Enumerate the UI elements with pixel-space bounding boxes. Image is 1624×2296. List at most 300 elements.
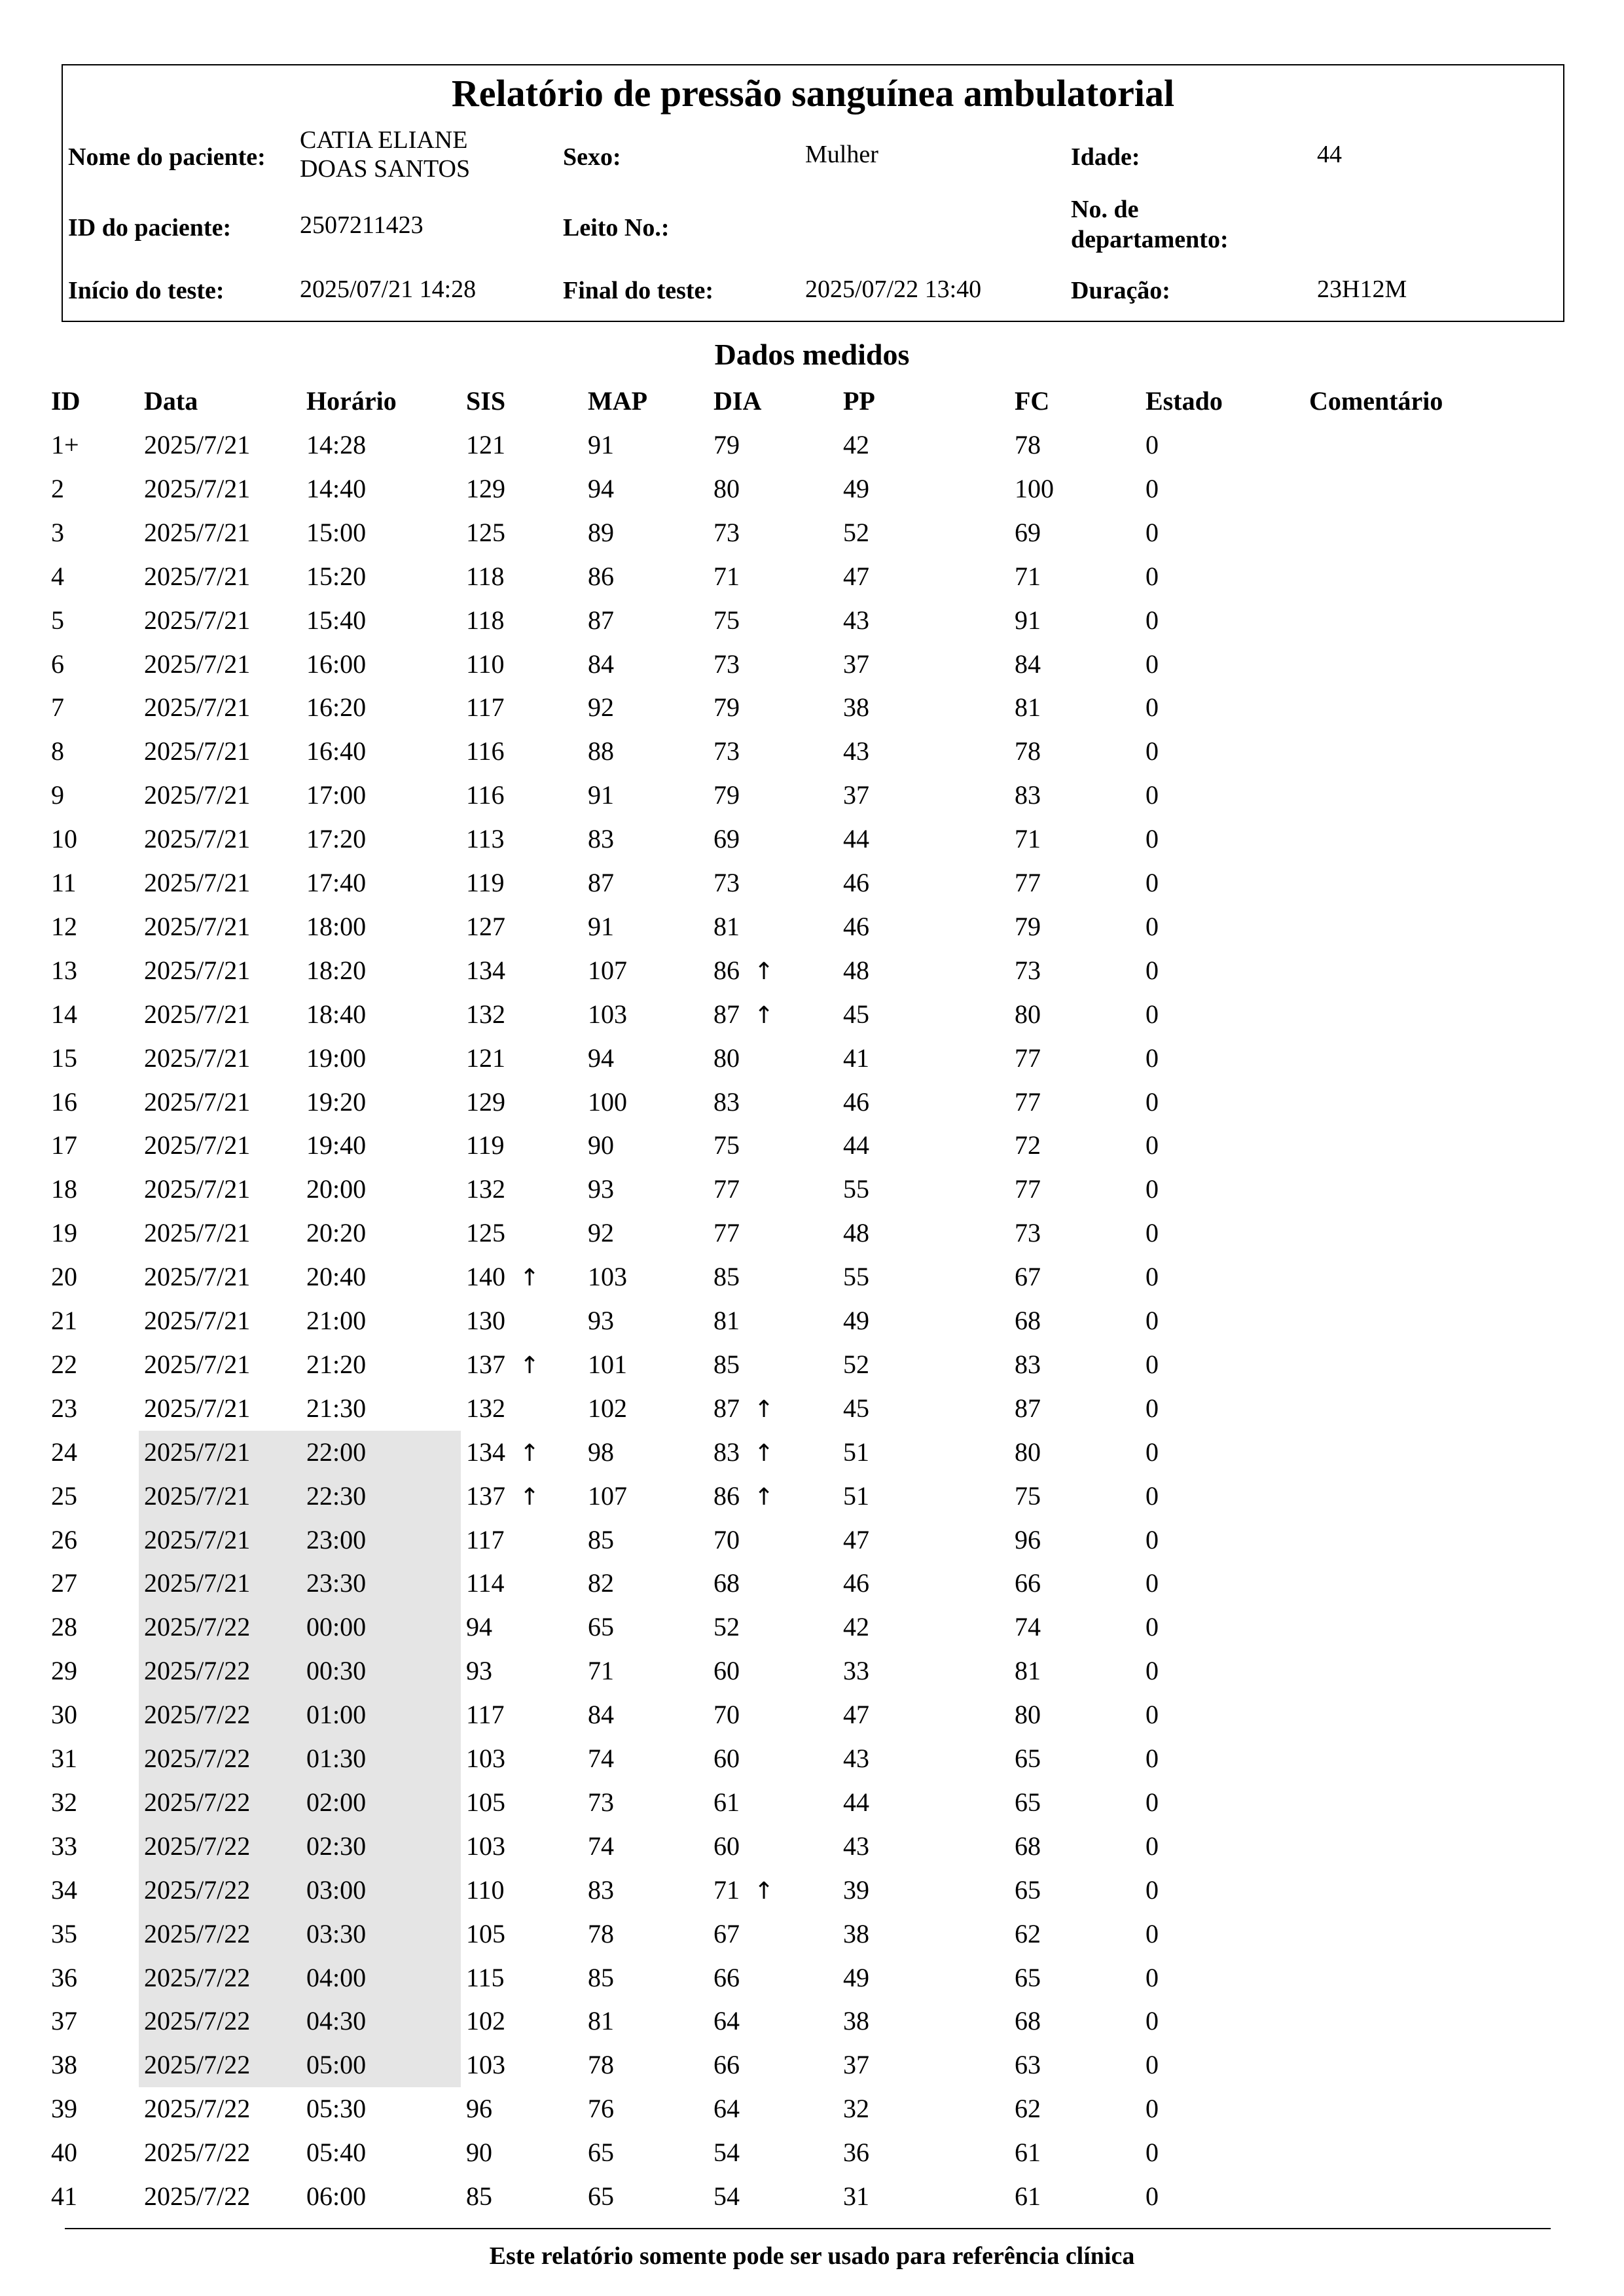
cell-map xyxy=(588,1393,627,1424)
cell-time-value: 20:00 xyxy=(306,1174,367,1204)
cell-hr xyxy=(1015,912,1041,942)
cell-pp xyxy=(843,1481,869,1511)
cell-pp-value: 32 xyxy=(843,2094,869,2124)
cell-sys-value: 125 xyxy=(466,1218,505,1248)
table-row xyxy=(0,1518,1624,1562)
cell-pp-value: 39 xyxy=(843,1874,869,1905)
cell-id-value: 37 xyxy=(51,2006,77,2036)
cell-time-value: 20:40 xyxy=(306,1262,367,1292)
cell-date-value: 2025/7/22 xyxy=(144,2181,251,2211)
cell-id-value: 38 xyxy=(51,2050,77,2080)
department-label-line2: departamento: xyxy=(1071,226,1229,253)
cell-dia-value: 80 xyxy=(713,473,740,503)
cell-date xyxy=(144,999,250,1030)
cell-time xyxy=(306,1218,366,1248)
cell-sys xyxy=(466,1525,505,1555)
cell-dia xyxy=(713,1393,774,1425)
cell-status-value: 0 xyxy=(1146,1349,1159,1379)
cell-hr xyxy=(1015,2094,1041,2124)
cell-sys-value: 132 xyxy=(466,999,505,1029)
cell-hr xyxy=(1015,736,1041,766)
cell-map-value: 92 xyxy=(588,1218,614,1248)
cell-id-value: 12 xyxy=(51,911,77,941)
cell-time xyxy=(306,1831,366,1861)
cell-date xyxy=(144,912,250,942)
cell-pp-value: 46 xyxy=(843,1086,869,1117)
cell-hr-value: 87 xyxy=(1015,1393,1041,1423)
cell-status xyxy=(1146,1612,1159,1642)
cell-time-value: 03:00 xyxy=(306,1874,367,1905)
cell-dia xyxy=(713,1963,740,1993)
cell-time-value: 18:40 xyxy=(306,999,367,1029)
cell-id xyxy=(51,1174,77,1204)
cell-sys xyxy=(466,1875,505,1905)
cell-time xyxy=(306,562,366,592)
cell-time xyxy=(306,1963,366,1993)
cell-hr-value: 61 xyxy=(1015,2138,1041,2168)
cell-time xyxy=(306,736,366,766)
cell-dia-value: 54 xyxy=(713,2181,740,2211)
cell-id xyxy=(51,649,64,679)
cell-date xyxy=(144,1306,250,1336)
cell-id xyxy=(51,474,64,504)
duration-label: Duração: xyxy=(1071,277,1170,304)
cell-map xyxy=(588,1218,614,1248)
cell-status-value: 0 xyxy=(1146,1086,1159,1117)
cell-pp-value: 38 xyxy=(843,1918,869,1948)
cell-date xyxy=(144,1875,250,1905)
sex-value: Mulher xyxy=(805,141,878,168)
cell-time xyxy=(306,2138,366,2168)
cell-sys xyxy=(466,1130,505,1160)
cell-map xyxy=(588,1481,627,1511)
cell-status-value: 0 xyxy=(1146,561,1159,591)
cell-dia xyxy=(713,2006,740,2036)
cell-date xyxy=(144,1963,250,1993)
cell-dia-value: 73 xyxy=(713,649,740,679)
cell-map xyxy=(588,1568,614,1598)
cell-hr-value: 78 xyxy=(1015,736,1041,766)
cell-status-value: 0 xyxy=(1146,780,1159,810)
cell-date xyxy=(144,956,250,986)
cell-date-value: 2025/7/22 xyxy=(144,1744,251,1773)
cell-hr xyxy=(1015,956,1041,986)
cell-sys xyxy=(466,2138,492,2168)
cell-dia xyxy=(713,736,740,766)
cell-sys xyxy=(466,2050,505,2080)
cell-time-value: 23:30 xyxy=(306,1568,367,1598)
cell-map-value: 87 xyxy=(588,868,614,897)
patient-name-line2: DOAS SANTOS xyxy=(300,155,471,183)
cell-sys xyxy=(466,2006,505,2036)
cell-status xyxy=(1146,2050,1159,2080)
cell-date xyxy=(144,562,250,592)
cell-hr-value: 65 xyxy=(1015,1962,1041,1992)
cell-dia xyxy=(713,1437,774,1469)
cell-time xyxy=(306,1656,366,1686)
cell-pp-value: 45 xyxy=(843,999,869,1029)
cell-dia-value: 85 xyxy=(713,1349,740,1379)
cell-time xyxy=(306,1262,366,1292)
cell-dia-value: 81 xyxy=(713,911,740,941)
cell-time-value: 05:40 xyxy=(306,2138,367,2168)
cell-sys-value: 103 xyxy=(466,2050,505,2080)
cell-sys xyxy=(466,1787,505,1818)
cell-map xyxy=(588,912,614,942)
cell-date xyxy=(144,692,250,723)
cell-id-value: 19 xyxy=(51,1218,77,1248)
cell-sys-value: 119 xyxy=(466,868,505,897)
cell-id xyxy=(51,2138,77,2168)
cell-dia-value: 73 xyxy=(713,868,740,897)
cell-hr xyxy=(1015,1700,1041,1730)
cell-time xyxy=(306,780,366,810)
cell-date-value: 2025/7/22 xyxy=(144,1918,251,1948)
cell-dia-value: 60 xyxy=(713,1656,740,1686)
cell-id-value: 32 xyxy=(51,1787,77,1817)
cell-pp xyxy=(843,1963,869,1993)
table-row xyxy=(0,2175,1624,2219)
cell-id xyxy=(51,1612,77,1642)
cell-id-value: 9 xyxy=(51,780,64,810)
cell-dia-value: 64 xyxy=(713,2006,740,2036)
table-row xyxy=(0,599,1624,643)
cell-id xyxy=(51,1262,77,1292)
cell-sys xyxy=(466,1350,539,1381)
cell-date xyxy=(144,518,250,548)
cell-id xyxy=(51,2050,77,2080)
cell-status xyxy=(1146,1481,1159,1511)
cell-sys-value: 117 xyxy=(466,692,505,723)
cell-map xyxy=(588,824,614,854)
cell-id xyxy=(51,1919,77,1949)
cell-hr-value: 72 xyxy=(1015,1130,1041,1160)
cell-date xyxy=(144,1437,250,1467)
cell-pp-value: 52 xyxy=(843,1349,869,1379)
cell-time xyxy=(306,1744,366,1774)
cell-hr-value: 65 xyxy=(1015,1874,1041,1905)
cell-hr xyxy=(1015,1218,1041,1248)
cell-time xyxy=(306,868,366,898)
cell-status-value: 0 xyxy=(1146,1787,1159,1817)
cell-sys-value: 125 xyxy=(466,517,505,547)
table-row xyxy=(0,1737,1624,1781)
cell-pp xyxy=(843,824,869,854)
cell-sys xyxy=(466,649,505,679)
cell-pp-value: 43 xyxy=(843,736,869,766)
cell-time xyxy=(306,1043,366,1073)
cell-time-value: 16:40 xyxy=(306,736,367,766)
cell-pp-value: 44 xyxy=(843,1787,869,1817)
cell-time xyxy=(306,1481,366,1511)
cell-date-value: 2025/7/21 xyxy=(144,517,251,547)
cell-dia-value: 80 xyxy=(713,1043,740,1073)
cell-status xyxy=(1146,518,1159,548)
cell-dia xyxy=(713,1700,740,1730)
cell-time-value: 18:00 xyxy=(306,911,367,941)
cell-dia-value: 68 xyxy=(713,1568,740,1598)
cell-time-value: 17:00 xyxy=(306,780,367,810)
cell-dia-value: 73 xyxy=(713,517,740,547)
cell-id-value: 27 xyxy=(51,1568,77,1598)
cell-status xyxy=(1146,430,1159,460)
cell-sys-value: 103 xyxy=(466,1744,505,1773)
cell-date xyxy=(144,1744,250,1774)
cell-status-value: 0 xyxy=(1146,868,1159,897)
cell-status xyxy=(1146,1875,1159,1905)
cell-pp xyxy=(843,1700,869,1730)
cell-time-value: 02:00 xyxy=(306,1787,367,1817)
cell-dia-value: 71 xyxy=(713,1874,740,1905)
cell-pp-value: 33 xyxy=(843,1656,869,1686)
cell-time-value: 03:30 xyxy=(306,1918,367,1948)
cell-time xyxy=(306,430,366,460)
patient-id-label: ID do paciente: xyxy=(68,214,232,242)
cell-id-value: 6 xyxy=(51,649,64,679)
cell-time-value: 17:40 xyxy=(306,868,367,897)
cell-hr-value: 77 xyxy=(1015,1174,1041,1204)
cell-time xyxy=(306,518,366,548)
cell-dia-value: 64 xyxy=(713,2094,740,2124)
cell-hr xyxy=(1015,562,1041,592)
test-end-label: Final do teste: xyxy=(563,277,714,304)
cell-pp xyxy=(843,430,869,460)
column-header-time: Horário xyxy=(306,386,397,416)
cell-date-value: 2025/7/21 xyxy=(144,868,251,897)
cell-id xyxy=(51,2181,77,2212)
cell-time-value: 00:30 xyxy=(306,1656,367,1686)
cell-hr-value: 78 xyxy=(1015,430,1041,459)
cell-dia-value: 54 xyxy=(713,2138,740,2168)
cell-map-value: 83 xyxy=(588,824,614,854)
cell-sys xyxy=(466,2094,492,2124)
cell-sys-value: 117 xyxy=(466,1524,505,1554)
cell-date xyxy=(144,2006,250,2036)
cell-id xyxy=(51,1130,77,1160)
cell-hr xyxy=(1015,824,1041,854)
cell-date xyxy=(144,2050,250,2080)
cell-time-value: 22:00 xyxy=(306,1437,367,1467)
column-header-pp: PP xyxy=(843,386,875,416)
cell-id xyxy=(51,2094,77,2124)
cell-time xyxy=(306,824,366,854)
cell-status-value: 0 xyxy=(1146,1480,1159,1511)
cell-time xyxy=(306,1568,366,1598)
cell-hr xyxy=(1015,1437,1041,1467)
cell-map-value: 103 xyxy=(588,1262,627,1292)
cell-pp xyxy=(843,956,869,986)
cell-map xyxy=(588,1919,614,1949)
cell-date-value: 2025/7/22 xyxy=(144,1962,251,1992)
cell-sys xyxy=(466,1087,505,1117)
cell-pp-value: 46 xyxy=(843,868,869,897)
cell-id-value: 1+ xyxy=(51,430,79,459)
cell-pp xyxy=(843,1130,869,1160)
cell-sys-value: 129 xyxy=(466,1086,505,1117)
table-row xyxy=(0,1649,1624,1693)
cell-dia xyxy=(713,1218,740,1248)
cell-sys-value: 110 xyxy=(466,1874,505,1905)
cell-id-value: 3 xyxy=(51,517,64,547)
cell-status-value: 0 xyxy=(1146,999,1159,1029)
cell-time-value: 15:20 xyxy=(306,561,367,591)
cell-date xyxy=(144,1481,250,1511)
cell-time xyxy=(306,649,366,679)
cell-date-value: 2025/7/22 xyxy=(144,1831,251,1861)
cell-map-value: 71 xyxy=(588,1656,614,1686)
table-row xyxy=(0,1562,1624,1605)
table-row xyxy=(0,2000,1624,2043)
cell-date xyxy=(144,1612,250,1642)
cell-pp-value: 48 xyxy=(843,955,869,985)
cell-status xyxy=(1146,1130,1159,1160)
cell-hr xyxy=(1015,1919,1041,1949)
cell-date xyxy=(144,605,250,636)
cell-time-value: 04:00 xyxy=(306,1962,367,1992)
cell-status xyxy=(1146,1568,1159,1598)
cell-dia-value: 66 xyxy=(713,1962,740,1992)
table-row xyxy=(0,1693,1624,1737)
cell-id xyxy=(51,1437,77,1467)
table-row xyxy=(0,1475,1624,1518)
cell-pp-value: 38 xyxy=(843,2006,869,2036)
cell-map xyxy=(588,2006,614,2036)
cell-id-value: 2 xyxy=(51,473,64,503)
report-title: Relatório de pressão sanguínea ambulatorial xyxy=(451,72,1175,115)
cell-date-value: 2025/7/21 xyxy=(144,955,251,985)
cell-sys-value: 137 xyxy=(466,1480,505,1511)
age-label: Idade: xyxy=(1071,143,1140,171)
cell-pp xyxy=(843,2094,869,2124)
cell-status xyxy=(1146,2094,1159,2124)
table-row xyxy=(0,1037,1624,1081)
cell-date xyxy=(144,2094,250,2124)
cell-dia-value: 85 xyxy=(713,1262,740,1292)
cell-date xyxy=(144,1350,250,1380)
cell-date xyxy=(144,1262,250,1292)
cell-sys xyxy=(466,868,505,898)
cell-date xyxy=(144,1656,250,1686)
cell-sys-value: 121 xyxy=(466,1043,505,1073)
cell-hr xyxy=(1015,1350,1041,1380)
cell-id-value: 8 xyxy=(51,736,64,766)
cell-sys-value: 118 xyxy=(466,561,505,591)
cell-dia xyxy=(713,999,774,1031)
cell-map-value: 81 xyxy=(588,2006,614,2036)
cell-time-value: 23:00 xyxy=(306,1524,367,1554)
cell-sys xyxy=(466,780,505,810)
cell-map xyxy=(588,956,627,986)
cell-id-value: 14 xyxy=(51,999,77,1029)
cell-map xyxy=(588,999,627,1030)
cell-pp-value: 49 xyxy=(843,1306,869,1335)
cell-dia-value: 75 xyxy=(713,1130,740,1160)
patient-name-label: Nome do paciente: xyxy=(68,143,266,171)
cell-hr-value: 62 xyxy=(1015,2094,1041,2124)
cell-sys-value: 110 xyxy=(466,649,505,679)
cell-pp-value: 47 xyxy=(843,561,869,591)
cell-hr xyxy=(1015,1787,1041,1818)
cell-time-value: 19:20 xyxy=(306,1086,367,1117)
cell-hr xyxy=(1015,1306,1041,1336)
cell-date-value: 2025/7/21 xyxy=(144,1393,251,1423)
cell-status xyxy=(1146,474,1159,504)
cell-status xyxy=(1146,999,1159,1030)
cell-date-value: 2025/7/21 xyxy=(144,430,251,459)
cell-hr xyxy=(1015,1262,1041,1292)
cell-map-value: 102 xyxy=(588,1393,627,1423)
cell-map-value: 91 xyxy=(588,911,614,941)
cell-pp-value: 44 xyxy=(843,824,869,854)
cell-date-value: 2025/7/21 xyxy=(144,1480,251,1511)
cell-map xyxy=(588,2181,614,2212)
cell-status xyxy=(1146,562,1159,592)
cell-id xyxy=(51,1875,77,1905)
cell-pp-value: 51 xyxy=(843,1437,869,1467)
cell-hr-value: 80 xyxy=(1015,1700,1041,1730)
cell-pp-value: 52 xyxy=(843,517,869,547)
cell-id xyxy=(51,1525,77,1555)
cell-id xyxy=(51,1218,77,1248)
cell-sys-value: 127 xyxy=(466,911,505,941)
cell-sys xyxy=(466,1174,505,1204)
cell-map xyxy=(588,1831,614,1861)
cell-status-value: 0 xyxy=(1146,1437,1159,1467)
cell-hr-value: 75 xyxy=(1015,1480,1041,1511)
cell-date-value: 2025/7/21 xyxy=(144,561,251,591)
column-header-status: Estado xyxy=(1146,386,1223,416)
cell-dia xyxy=(713,1831,740,1861)
cell-map xyxy=(588,1612,614,1642)
cell-date-value: 2025/7/21 xyxy=(144,1306,251,1335)
cell-map xyxy=(588,1787,614,1818)
cell-hr-value: 71 xyxy=(1015,824,1041,854)
cell-hr-value: 69 xyxy=(1015,517,1041,547)
cell-date-value: 2025/7/21 xyxy=(144,824,251,854)
cell-map-value: 94 xyxy=(588,473,614,503)
cell-sys-value: 85 xyxy=(466,2181,492,2211)
table-row xyxy=(0,949,1624,993)
cell-hr-value: 81 xyxy=(1015,692,1041,723)
cell-pp-value: 36 xyxy=(843,2138,869,2168)
cell-hr xyxy=(1015,1481,1041,1511)
cell-hr-value: 68 xyxy=(1015,1831,1041,1861)
cell-map-value: 73 xyxy=(588,1787,614,1817)
cell-status xyxy=(1146,912,1159,942)
cell-pp-value: 42 xyxy=(843,1612,869,1642)
cell-map xyxy=(588,562,614,592)
cell-dia-value: 60 xyxy=(713,1744,740,1773)
table-row xyxy=(0,993,1624,1037)
cell-date xyxy=(144,1700,250,1730)
up-arrow-icon: ↑ xyxy=(520,1483,540,1511)
cell-pp xyxy=(843,1656,869,1686)
cell-sys-value: 113 xyxy=(466,824,505,854)
cell-map xyxy=(588,1700,614,1730)
cell-id xyxy=(51,1481,77,1511)
cell-map-value: 84 xyxy=(588,1700,614,1730)
cell-hr xyxy=(1015,1043,1041,1073)
cell-status-value: 0 xyxy=(1146,473,1159,503)
cell-map-value: 89 xyxy=(588,517,614,547)
cell-date xyxy=(144,1393,250,1424)
cell-map-value: 85 xyxy=(588,1962,614,1992)
cell-id xyxy=(51,1744,77,1774)
cell-hr-value: 84 xyxy=(1015,649,1041,679)
cell-sys-value: 140 xyxy=(466,1262,505,1292)
cell-time xyxy=(306,1700,366,1730)
cell-id-value: 25 xyxy=(51,1480,77,1511)
